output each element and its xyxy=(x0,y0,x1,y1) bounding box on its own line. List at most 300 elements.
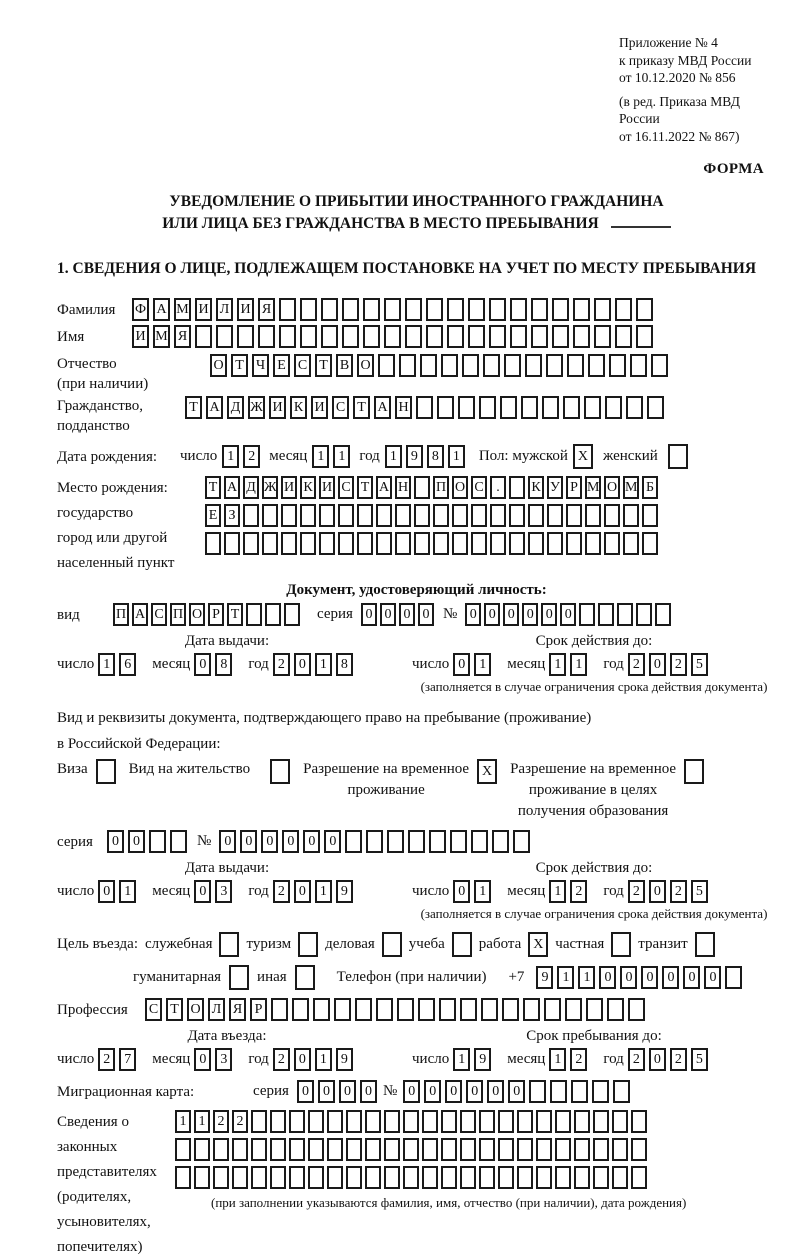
char-box[interactable] xyxy=(630,354,647,377)
char-box[interactable] xyxy=(460,1166,476,1189)
char-box[interactable] xyxy=(365,1110,381,1133)
char-box[interactable] xyxy=(509,532,525,555)
char-box[interactable] xyxy=(321,325,338,348)
char-box[interactable] xyxy=(528,532,544,555)
char-box[interactable] xyxy=(531,325,548,348)
char-box[interactable]: 7 xyxy=(119,1048,136,1071)
char-box[interactable] xyxy=(668,444,688,469)
char-box[interactable]: 0 xyxy=(560,603,576,626)
char-box[interactable] xyxy=(611,932,631,957)
char-box[interactable]: 1 xyxy=(549,1048,566,1071)
char-box[interactable]: 0 xyxy=(649,880,666,903)
char-box[interactable]: 0 xyxy=(219,830,236,853)
char-box[interactable]: А xyxy=(153,298,170,321)
char-box[interactable] xyxy=(536,1138,552,1161)
char-box[interactable] xyxy=(408,830,425,853)
char-box[interactable] xyxy=(308,1166,324,1189)
char-box[interactable]: 0 xyxy=(403,1080,420,1103)
char-box[interactable]: И xyxy=(237,298,254,321)
char-box[interactable] xyxy=(170,830,187,853)
char-box[interactable] xyxy=(555,1138,571,1161)
char-box[interactable]: 2 xyxy=(273,880,290,903)
char-box[interactable] xyxy=(626,396,643,419)
char-box[interactable]: 6 xyxy=(119,653,136,676)
char-box[interactable] xyxy=(433,532,449,555)
char-box[interactable] xyxy=(313,998,330,1021)
char-box[interactable] xyxy=(458,396,475,419)
char-box[interactable] xyxy=(483,354,500,377)
char-box[interactable] xyxy=(281,504,297,527)
char-box[interactable]: 2 xyxy=(243,445,260,468)
char-box[interactable] xyxy=(490,532,506,555)
char-box[interactable] xyxy=(517,1110,533,1133)
char-box[interactable] xyxy=(246,603,262,626)
char-box[interactable] xyxy=(462,354,479,377)
char-box[interactable] xyxy=(612,1166,628,1189)
char-box[interactable]: 0 xyxy=(380,603,396,626)
char-box[interactable] xyxy=(338,504,354,527)
char-box[interactable] xyxy=(566,504,582,527)
char-box[interactable] xyxy=(395,504,411,527)
char-box[interactable]: 2 xyxy=(670,880,687,903)
char-box[interactable] xyxy=(338,532,354,555)
char-box[interactable] xyxy=(342,298,359,321)
char-box[interactable]: 0 xyxy=(282,830,299,853)
char-box[interactable]: 9 xyxy=(536,966,553,989)
char-box[interactable] xyxy=(684,759,704,784)
char-box[interactable]: Е xyxy=(205,504,221,527)
char-box[interactable]: 0 xyxy=(503,603,519,626)
char-box[interactable] xyxy=(441,1138,457,1161)
char-box[interactable] xyxy=(585,504,601,527)
char-box[interactable] xyxy=(593,1110,609,1133)
char-box[interactable] xyxy=(489,325,506,348)
char-box[interactable]: 9 xyxy=(336,1048,353,1071)
char-box[interactable]: О xyxy=(604,476,620,499)
char-box[interactable]: 0 xyxy=(303,830,320,853)
char-box[interactable]: С xyxy=(332,396,349,419)
char-box[interactable] xyxy=(300,532,316,555)
char-box[interactable] xyxy=(232,1138,248,1161)
char-box[interactable]: 2 xyxy=(98,1048,115,1071)
char-box[interactable]: 2 xyxy=(670,653,687,676)
char-box[interactable]: 0 xyxy=(418,603,434,626)
char-box[interactable] xyxy=(365,1166,381,1189)
char-box[interactable] xyxy=(498,1138,514,1161)
char-box[interactable]: 0 xyxy=(98,880,115,903)
char-box[interactable] xyxy=(592,1080,609,1103)
char-box[interactable] xyxy=(441,1166,457,1189)
char-box[interactable]: И xyxy=(132,325,149,348)
char-box[interactable] xyxy=(384,1166,400,1189)
char-box[interactable] xyxy=(571,1080,588,1103)
char-box[interactable] xyxy=(422,1166,438,1189)
char-box[interactable] xyxy=(384,298,401,321)
char-box[interactable] xyxy=(468,325,485,348)
char-box[interactable] xyxy=(655,603,671,626)
char-box[interactable]: 2 xyxy=(232,1110,248,1133)
char-box[interactable]: П xyxy=(433,476,449,499)
char-box[interactable] xyxy=(566,532,582,555)
char-box[interactable]: Т xyxy=(205,476,221,499)
char-box[interactable]: 2 xyxy=(628,1048,645,1071)
char-box[interactable]: М xyxy=(153,325,170,348)
char-box[interactable] xyxy=(636,603,652,626)
char-box[interactable] xyxy=(593,1138,609,1161)
char-box[interactable] xyxy=(365,1138,381,1161)
char-box[interactable] xyxy=(439,998,456,1021)
char-box[interactable]: У xyxy=(547,476,563,499)
char-box[interactable]: 3 xyxy=(215,1048,232,1071)
char-box[interactable]: П xyxy=(113,603,129,626)
char-box[interactable] xyxy=(609,354,626,377)
char-box[interactable]: О xyxy=(452,476,468,499)
char-box[interactable] xyxy=(631,1110,647,1133)
char-box[interactable]: 0 xyxy=(541,603,557,626)
char-box[interactable] xyxy=(149,830,166,853)
char-box[interactable] xyxy=(327,1166,343,1189)
char-box[interactable] xyxy=(378,354,395,377)
char-box[interactable] xyxy=(471,830,488,853)
char-box[interactable]: 1 xyxy=(474,880,491,903)
char-box[interactable] xyxy=(521,396,538,419)
char-box[interactable] xyxy=(284,603,300,626)
char-box[interactable] xyxy=(460,1138,476,1161)
char-box[interactable]: 0 xyxy=(466,1080,483,1103)
char-box[interactable]: 0 xyxy=(599,966,616,989)
char-box[interactable] xyxy=(636,325,653,348)
char-box[interactable] xyxy=(447,298,464,321)
char-box[interactable] xyxy=(536,1166,552,1189)
char-box[interactable] xyxy=(414,476,430,499)
char-box[interactable] xyxy=(555,1166,571,1189)
char-box[interactable] xyxy=(536,1110,552,1133)
char-box[interactable]: Т xyxy=(185,396,202,419)
char-box[interactable]: Д xyxy=(243,476,259,499)
char-box[interactable] xyxy=(617,603,633,626)
char-box[interactable]: 2 xyxy=(628,880,645,903)
char-box[interactable] xyxy=(345,830,362,853)
char-box[interactable] xyxy=(300,325,317,348)
char-box[interactable] xyxy=(573,298,590,321)
char-box[interactable]: 1 xyxy=(315,653,332,676)
char-box[interactable] xyxy=(395,532,411,555)
char-box[interactable]: К xyxy=(528,476,544,499)
char-box[interactable] xyxy=(433,504,449,527)
char-box[interactable]: 5 xyxy=(691,653,708,676)
char-box[interactable] xyxy=(321,298,338,321)
char-box[interactable] xyxy=(292,998,309,1021)
char-box[interactable]: Т xyxy=(227,603,243,626)
char-box[interactable] xyxy=(346,1166,362,1189)
char-box[interactable] xyxy=(319,504,335,527)
char-box[interactable]: 0 xyxy=(294,880,311,903)
char-box[interactable]: Я xyxy=(258,298,275,321)
char-box[interactable] xyxy=(216,325,233,348)
char-box[interactable]: 0 xyxy=(522,603,538,626)
char-box[interactable]: 0 xyxy=(487,1080,504,1103)
char-box[interactable]: Б xyxy=(642,476,658,499)
char-box[interactable]: 0 xyxy=(339,1080,356,1103)
char-box[interactable]: 0 xyxy=(620,966,637,989)
char-box[interactable] xyxy=(452,932,472,957)
char-box[interactable]: 1 xyxy=(578,966,595,989)
char-box[interactable] xyxy=(623,504,639,527)
char-box[interactable]: Д xyxy=(227,396,244,419)
char-box[interactable] xyxy=(334,998,351,1021)
char-box[interactable]: А xyxy=(132,603,148,626)
char-box[interactable] xyxy=(363,298,380,321)
char-box[interactable]: 0 xyxy=(194,1048,211,1071)
char-box[interactable] xyxy=(695,932,715,957)
char-box[interactable]: 0 xyxy=(424,1080,441,1103)
char-box[interactable] xyxy=(308,1110,324,1133)
char-box[interactable]: 2 xyxy=(570,880,587,903)
char-box[interactable] xyxy=(647,396,664,419)
char-box[interactable] xyxy=(224,532,240,555)
char-box[interactable] xyxy=(584,396,601,419)
char-box[interactable]: 0 xyxy=(445,1080,462,1103)
char-box[interactable] xyxy=(594,298,611,321)
char-box[interactable]: 2 xyxy=(213,1110,229,1133)
char-box[interactable] xyxy=(270,1166,286,1189)
char-box[interactable] xyxy=(422,1138,438,1161)
char-box[interactable] xyxy=(452,532,468,555)
char-box[interactable]: О xyxy=(189,603,205,626)
char-box[interactable] xyxy=(251,1166,267,1189)
char-box[interactable] xyxy=(219,932,239,957)
char-box[interactable] xyxy=(270,759,290,784)
char-box[interactable] xyxy=(262,532,278,555)
char-box[interactable] xyxy=(546,354,563,377)
char-box[interactable] xyxy=(612,1138,628,1161)
char-box[interactable] xyxy=(405,325,422,348)
char-box[interactable]: Т xyxy=(353,396,370,419)
char-box[interactable]: . xyxy=(490,476,506,499)
char-box[interactable] xyxy=(426,325,443,348)
char-box[interactable]: О xyxy=(357,354,374,377)
char-box[interactable]: 0 xyxy=(194,653,211,676)
char-box[interactable]: 0 xyxy=(361,603,377,626)
char-box[interactable] xyxy=(481,998,498,1021)
char-box[interactable]: 0 xyxy=(324,830,341,853)
char-box[interactable] xyxy=(500,396,517,419)
char-box[interactable]: 3 xyxy=(215,880,232,903)
char-box[interactable]: 1 xyxy=(385,445,402,468)
char-box[interactable] xyxy=(517,1166,533,1189)
char-box[interactable] xyxy=(509,504,525,527)
char-box[interactable] xyxy=(281,532,297,555)
char-box[interactable] xyxy=(403,1138,419,1161)
char-box[interactable] xyxy=(725,966,742,989)
char-box[interactable] xyxy=(270,1110,286,1133)
char-box[interactable] xyxy=(243,504,259,527)
char-box[interactable]: Ж xyxy=(262,476,278,499)
char-box[interactable]: 1 xyxy=(175,1110,191,1133)
char-box[interactable]: О xyxy=(187,998,204,1021)
char-box[interactable] xyxy=(502,998,519,1021)
char-box[interactable]: 1 xyxy=(570,653,587,676)
char-box[interactable]: 1 xyxy=(315,1048,332,1071)
char-box[interactable]: 0 xyxy=(318,1080,335,1103)
char-box[interactable]: Е xyxy=(273,354,290,377)
char-box[interactable] xyxy=(262,504,278,527)
char-box[interactable]: А xyxy=(224,476,240,499)
char-box[interactable]: А xyxy=(376,476,392,499)
char-box[interactable]: 0 xyxy=(453,653,470,676)
char-box[interactable] xyxy=(357,532,373,555)
char-box[interactable] xyxy=(513,830,530,853)
char-box[interactable]: 1 xyxy=(194,1110,210,1133)
char-box[interactable] xyxy=(251,1138,267,1161)
char-box[interactable]: 0 xyxy=(240,830,257,853)
char-box[interactable]: А xyxy=(206,396,223,419)
char-box[interactable] xyxy=(384,325,401,348)
char-box[interactable] xyxy=(426,298,443,321)
char-box[interactable]: 2 xyxy=(273,1048,290,1071)
char-box[interactable] xyxy=(604,504,620,527)
char-box[interactable] xyxy=(604,532,620,555)
char-box[interactable] xyxy=(615,298,632,321)
char-box[interactable]: 9 xyxy=(474,1048,491,1071)
char-box[interactable] xyxy=(552,298,569,321)
char-box[interactable]: Я xyxy=(229,998,246,1021)
char-box[interactable]: 1 xyxy=(312,445,329,468)
char-box[interactable] xyxy=(237,325,254,348)
char-box[interactable] xyxy=(441,354,458,377)
char-box[interactable]: 1 xyxy=(453,1048,470,1071)
char-box[interactable]: 2 xyxy=(273,653,290,676)
char-box[interactable]: 0 xyxy=(508,1080,525,1103)
char-box[interactable] xyxy=(552,325,569,348)
char-box[interactable] xyxy=(213,1138,229,1161)
char-box[interactable] xyxy=(490,504,506,527)
char-box[interactable]: С xyxy=(294,354,311,377)
char-box[interactable] xyxy=(479,1166,495,1189)
char-box[interactable]: 1 xyxy=(474,653,491,676)
char-box[interactable] xyxy=(612,1110,628,1133)
char-box[interactable]: 0 xyxy=(297,1080,314,1103)
char-box[interactable]: 1 xyxy=(549,880,566,903)
char-box[interactable]: 0 xyxy=(641,966,658,989)
char-box[interactable]: X xyxy=(477,759,497,784)
char-box[interactable] xyxy=(550,1080,567,1103)
char-box[interactable] xyxy=(498,1110,514,1133)
char-box[interactable] xyxy=(471,504,487,527)
char-box[interactable]: 0 xyxy=(484,603,500,626)
char-box[interactable] xyxy=(460,998,477,1021)
char-box[interactable] xyxy=(593,1166,609,1189)
char-box[interactable] xyxy=(623,532,639,555)
char-box[interactable]: П xyxy=(170,603,186,626)
char-box[interactable] xyxy=(529,1080,546,1103)
char-box[interactable] xyxy=(628,998,645,1021)
char-box[interactable]: М xyxy=(585,476,601,499)
char-box[interactable] xyxy=(437,396,454,419)
char-box[interactable]: М xyxy=(623,476,639,499)
char-box[interactable]: И xyxy=(195,298,212,321)
char-box[interactable] xyxy=(384,1138,400,1161)
char-box[interactable] xyxy=(298,932,318,957)
char-box[interactable]: 0 xyxy=(649,1048,666,1071)
char-box[interactable]: З xyxy=(224,504,240,527)
char-box[interactable]: 0 xyxy=(261,830,278,853)
char-box[interactable]: 0 xyxy=(360,1080,377,1103)
char-box[interactable] xyxy=(265,603,281,626)
char-box[interactable] xyxy=(460,1110,476,1133)
char-box[interactable] xyxy=(420,354,437,377)
char-box[interactable]: 1 xyxy=(557,966,574,989)
char-box[interactable]: Л xyxy=(216,298,233,321)
char-box[interactable] xyxy=(414,504,430,527)
char-box[interactable]: И xyxy=(281,476,297,499)
char-box[interactable]: X xyxy=(573,444,593,469)
char-box[interactable]: 1 xyxy=(549,653,566,676)
char-box[interactable]: 0 xyxy=(662,966,679,989)
char-box[interactable] xyxy=(346,1138,362,1161)
char-box[interactable]: 8 xyxy=(427,445,444,468)
char-box[interactable]: 1 xyxy=(448,445,465,468)
char-box[interactable] xyxy=(300,298,317,321)
char-box[interactable]: Т xyxy=(231,354,248,377)
char-box[interactable]: Н xyxy=(395,396,412,419)
char-box[interactable]: С xyxy=(338,476,354,499)
char-box[interactable] xyxy=(471,532,487,555)
char-box[interactable] xyxy=(279,298,296,321)
char-box[interactable]: 0 xyxy=(465,603,481,626)
char-box[interactable] xyxy=(376,998,393,1021)
char-box[interactable]: 2 xyxy=(628,653,645,676)
char-box[interactable] xyxy=(586,998,603,1021)
char-box[interactable]: 0 xyxy=(107,830,124,853)
char-box[interactable]: И xyxy=(269,396,286,419)
char-box[interactable] xyxy=(479,1110,495,1133)
char-box[interactable] xyxy=(403,1110,419,1133)
char-box[interactable] xyxy=(567,354,584,377)
char-box[interactable] xyxy=(258,325,275,348)
char-box[interactable]: 2 xyxy=(570,1048,587,1071)
char-box[interactable]: 8 xyxy=(215,653,232,676)
char-box[interactable] xyxy=(429,830,446,853)
char-box[interactable] xyxy=(452,504,468,527)
char-box[interactable] xyxy=(479,1138,495,1161)
char-box[interactable]: Т xyxy=(315,354,332,377)
char-box[interactable]: 5 xyxy=(691,1048,708,1071)
char-box[interactable] xyxy=(382,932,402,957)
char-box[interactable] xyxy=(642,504,658,527)
char-box[interactable] xyxy=(194,1166,210,1189)
char-box[interactable] xyxy=(327,1138,343,1161)
char-box[interactable] xyxy=(574,1138,590,1161)
char-box[interactable] xyxy=(574,1110,590,1133)
char-box[interactable] xyxy=(251,1110,267,1133)
char-box[interactable]: 5 xyxy=(691,880,708,903)
char-box[interactable]: Ч xyxy=(252,354,269,377)
char-box[interactable] xyxy=(585,532,601,555)
char-box[interactable] xyxy=(96,759,116,784)
char-box[interactable]: Р xyxy=(566,476,582,499)
char-box[interactable]: 2 xyxy=(670,1048,687,1071)
char-box[interactable] xyxy=(418,998,435,1021)
char-box[interactable] xyxy=(631,1138,647,1161)
char-box[interactable] xyxy=(594,325,611,348)
char-box[interactable] xyxy=(523,998,540,1021)
char-box[interactable] xyxy=(289,1166,305,1189)
char-box[interactable] xyxy=(387,830,404,853)
char-box[interactable] xyxy=(205,532,221,555)
char-box[interactable] xyxy=(544,998,561,1021)
char-box[interactable] xyxy=(399,354,416,377)
